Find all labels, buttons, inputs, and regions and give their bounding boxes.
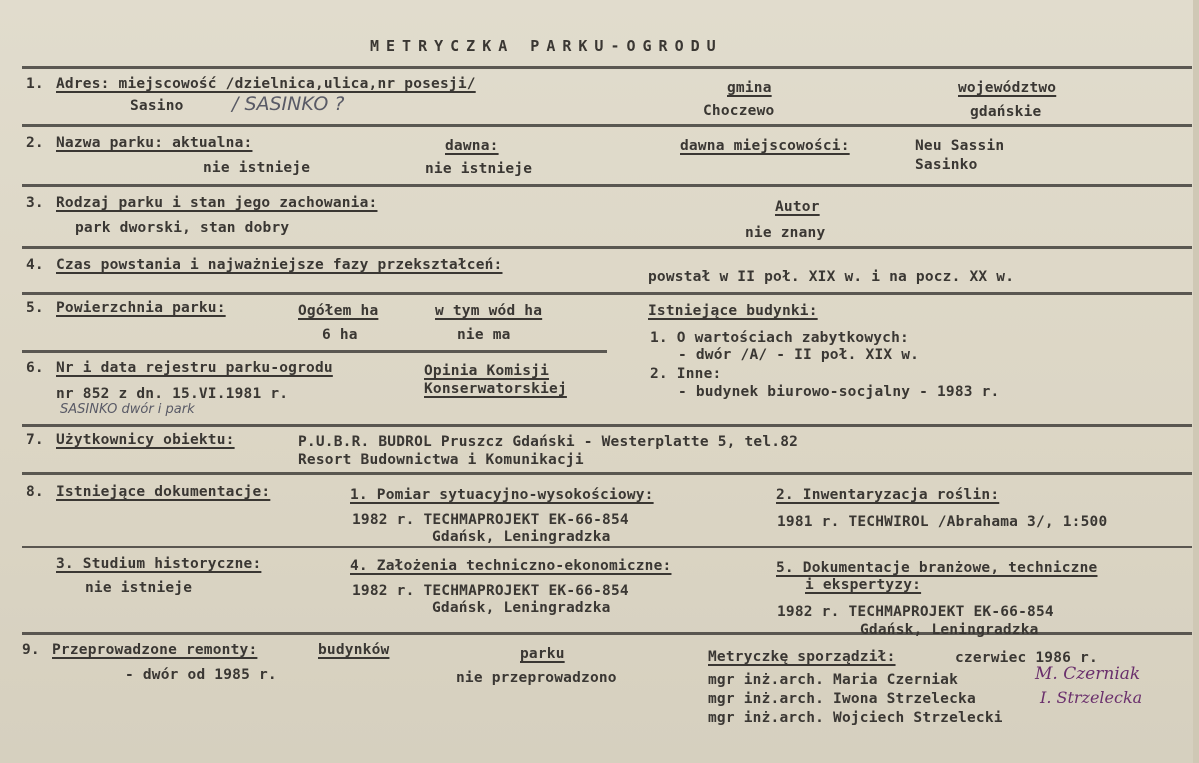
s5-buildings-2a: - budynek biurowo-socjalny - 1983 r. — [678, 384, 1000, 400]
rule-5 — [22, 292, 1192, 295]
s3-number: 3. — [26, 195, 44, 211]
s3-type-value: park dworski, stan dobry — [75, 220, 290, 236]
s1-address-label: Adres: miejscowość /dzielnica,ulica,nr posesji/ — [56, 76, 476, 92]
s8-docs-label: Istniejące dokumentacje: — [56, 484, 271, 500]
card-edge — [1193, 0, 1199, 763]
s1-voivodeship-label: województwo — [958, 80, 1057, 96]
s9-park-label: parku — [520, 646, 565, 662]
s6-opinion-label-1: Opinia Komisji — [424, 363, 550, 379]
s8-doc5-label-2: i ekspertyzy: — [805, 577, 922, 593]
rule-7 — [22, 472, 1192, 475]
s8-doc5-line-b: Gdańsk, Leningradzka — [860, 622, 1039, 638]
s5-total-label: Ogółem ha — [298, 303, 379, 319]
s5-area-label: Powierzchnia parku: — [56, 300, 226, 316]
s3-type-label: Rodzaj parku i stan jego zachowania: — [56, 195, 378, 211]
s4-number: 4. — [26, 257, 44, 273]
s1-place: Sasino — [130, 98, 184, 114]
s1-gmina-label: gmina — [727, 80, 772, 96]
s6-register-value: nr 852 z dn. 15.VI.1981 r. — [56, 386, 289, 402]
s7-number: 7. — [26, 432, 44, 448]
s5-buildings-label: Istniejące budynki: — [648, 303, 818, 319]
s7-users-line-1: P.U.B.R. BUDROL Pruszcz Gdański - Westerplatte 5, tel.82 — [298, 434, 799, 450]
s9-signature-2: I. Strzelecka — [1040, 688, 1143, 707]
s9-author-3: mgr inż.arch. Wojciech Strzelecki — [708, 710, 1003, 726]
s8-doc4-label: 4. Założenia techniczno-ekonomiczne: — [350, 558, 672, 574]
s5-buildings-1a: - dwór /A/ - II poł. XIX w. — [678, 347, 920, 363]
rule-4 — [22, 246, 1192, 249]
rule-8 — [22, 546, 1192, 548]
s2-number: 2. — [26, 135, 44, 151]
s1-handwritten-note: / SASINKO ? — [232, 93, 345, 115]
rule-2 — [22, 124, 1192, 127]
s5-total: 6 ha — [322, 327, 358, 343]
s2-former-name: nie istnieje — [425, 161, 533, 177]
s6-handwritten-note: SASINKO dwór i park — [60, 402, 195, 417]
s8-doc5-line-a: 1982 r. TECHMAPROJEKT EK-66-854 — [777, 604, 1054, 620]
s9-author-2: mgr inż.arch. Iwona Strzelecka — [708, 691, 976, 707]
s9-repairs-label: Przeprowadzone remonty: — [52, 642, 258, 658]
s5-water-label: w tym wód ha — [435, 303, 543, 319]
s8-doc2-line-a: 1981 r. TECHWIROL /Abrahama 3/, 1:500 — [777, 514, 1108, 530]
s5-number: 5. — [26, 300, 44, 316]
s4-period-label: Czas powstania i najważniejsze fazy przekształceń: — [56, 257, 503, 273]
s6-number: 6. — [26, 360, 44, 376]
s2-former-place-1: Neu Sassin — [915, 138, 1005, 154]
s9-number: 9. — [22, 642, 40, 658]
s8-doc3-label: 3. Studium historyczne: — [56, 556, 262, 572]
s4-period-value: powstał w II poł. XIX w. i na pocz. XX w. — [648, 269, 1015, 285]
s7-users-line-2: Resort Budownictwa i Komunikacji — [298, 452, 584, 468]
s5-buildings-1: 1. O wartościach zabytkowych: — [650, 330, 909, 346]
s2-former-place-label: dawna miejscowości: — [680, 138, 850, 154]
s3-author-label: Autor — [775, 199, 820, 215]
s8-doc1-line-b: Gdańsk, Leningradzka — [432, 529, 611, 545]
s1-voivodeship: gdańskie — [970, 104, 1042, 120]
s3-author: nie znany — [745, 225, 826, 241]
s7-users-label: Użytkownicy obiektu: — [56, 432, 235, 448]
s8-doc2-label: 2. Inwentaryzacja roślin: — [776, 487, 1000, 503]
s6-register-label: Nr i data rejestru parku-ogrodu — [56, 360, 333, 376]
rule-5-left — [22, 350, 607, 353]
s5-water: nie ma — [457, 327, 511, 343]
s8-doc5-label-1: 5. Dokumentacje branżowe, techniczne — [776, 560, 1098, 576]
s1-number: 1. — [26, 76, 44, 92]
rule-3 — [22, 184, 1192, 187]
card-title: METRYCZKA PARKU-OGRODU — [370, 37, 723, 55]
s8-doc1-label: 1. Pomiar sytuacyjno-wysokościowy: — [350, 487, 654, 503]
s9-date: czerwiec 1986 r. — [955, 650, 1098, 666]
s9-signature-1: M. Czerniak — [1035, 664, 1141, 684]
s9-buildings-label: budynków — [318, 642, 390, 658]
rule-6 — [22, 424, 1192, 427]
s1-gmina: Choczewo — [703, 103, 775, 119]
s9-prepared-label: Metryczkę sporządził: — [708, 649, 896, 665]
s8-doc4-line-a: 1982 r. TECHMAPROJEKT EK-66-854 — [352, 583, 629, 599]
s2-name-label: Nazwa parku: aktualna: — [56, 135, 253, 151]
s9-park-value: nie przeprowadzono — [456, 670, 617, 686]
s8-doc1-line-a: 1982 r. TECHMAPROJEKT EK-66-854 — [352, 512, 629, 528]
s9-buildings-value: - dwór od 1985 r. — [125, 667, 277, 683]
s8-doc3-line-a: nie istnieje — [85, 580, 193, 596]
s2-former-label: dawna: — [445, 138, 499, 154]
s8-doc4-line-b: Gdańsk, Leningradzka — [432, 600, 611, 616]
s2-current-name: nie istnieje — [203, 160, 311, 176]
s5-buildings-2: 2. Inne: — [650, 366, 722, 382]
s8-number: 8. — [26, 484, 44, 500]
s6-opinion-label-2: Konserwatorskiej — [424, 381, 567, 397]
rule-1 — [22, 66, 1192, 69]
s9-author-1: mgr inż.arch. Maria Czerniak — [708, 672, 959, 688]
s2-former-place-2: Sasinko — [915, 157, 978, 173]
